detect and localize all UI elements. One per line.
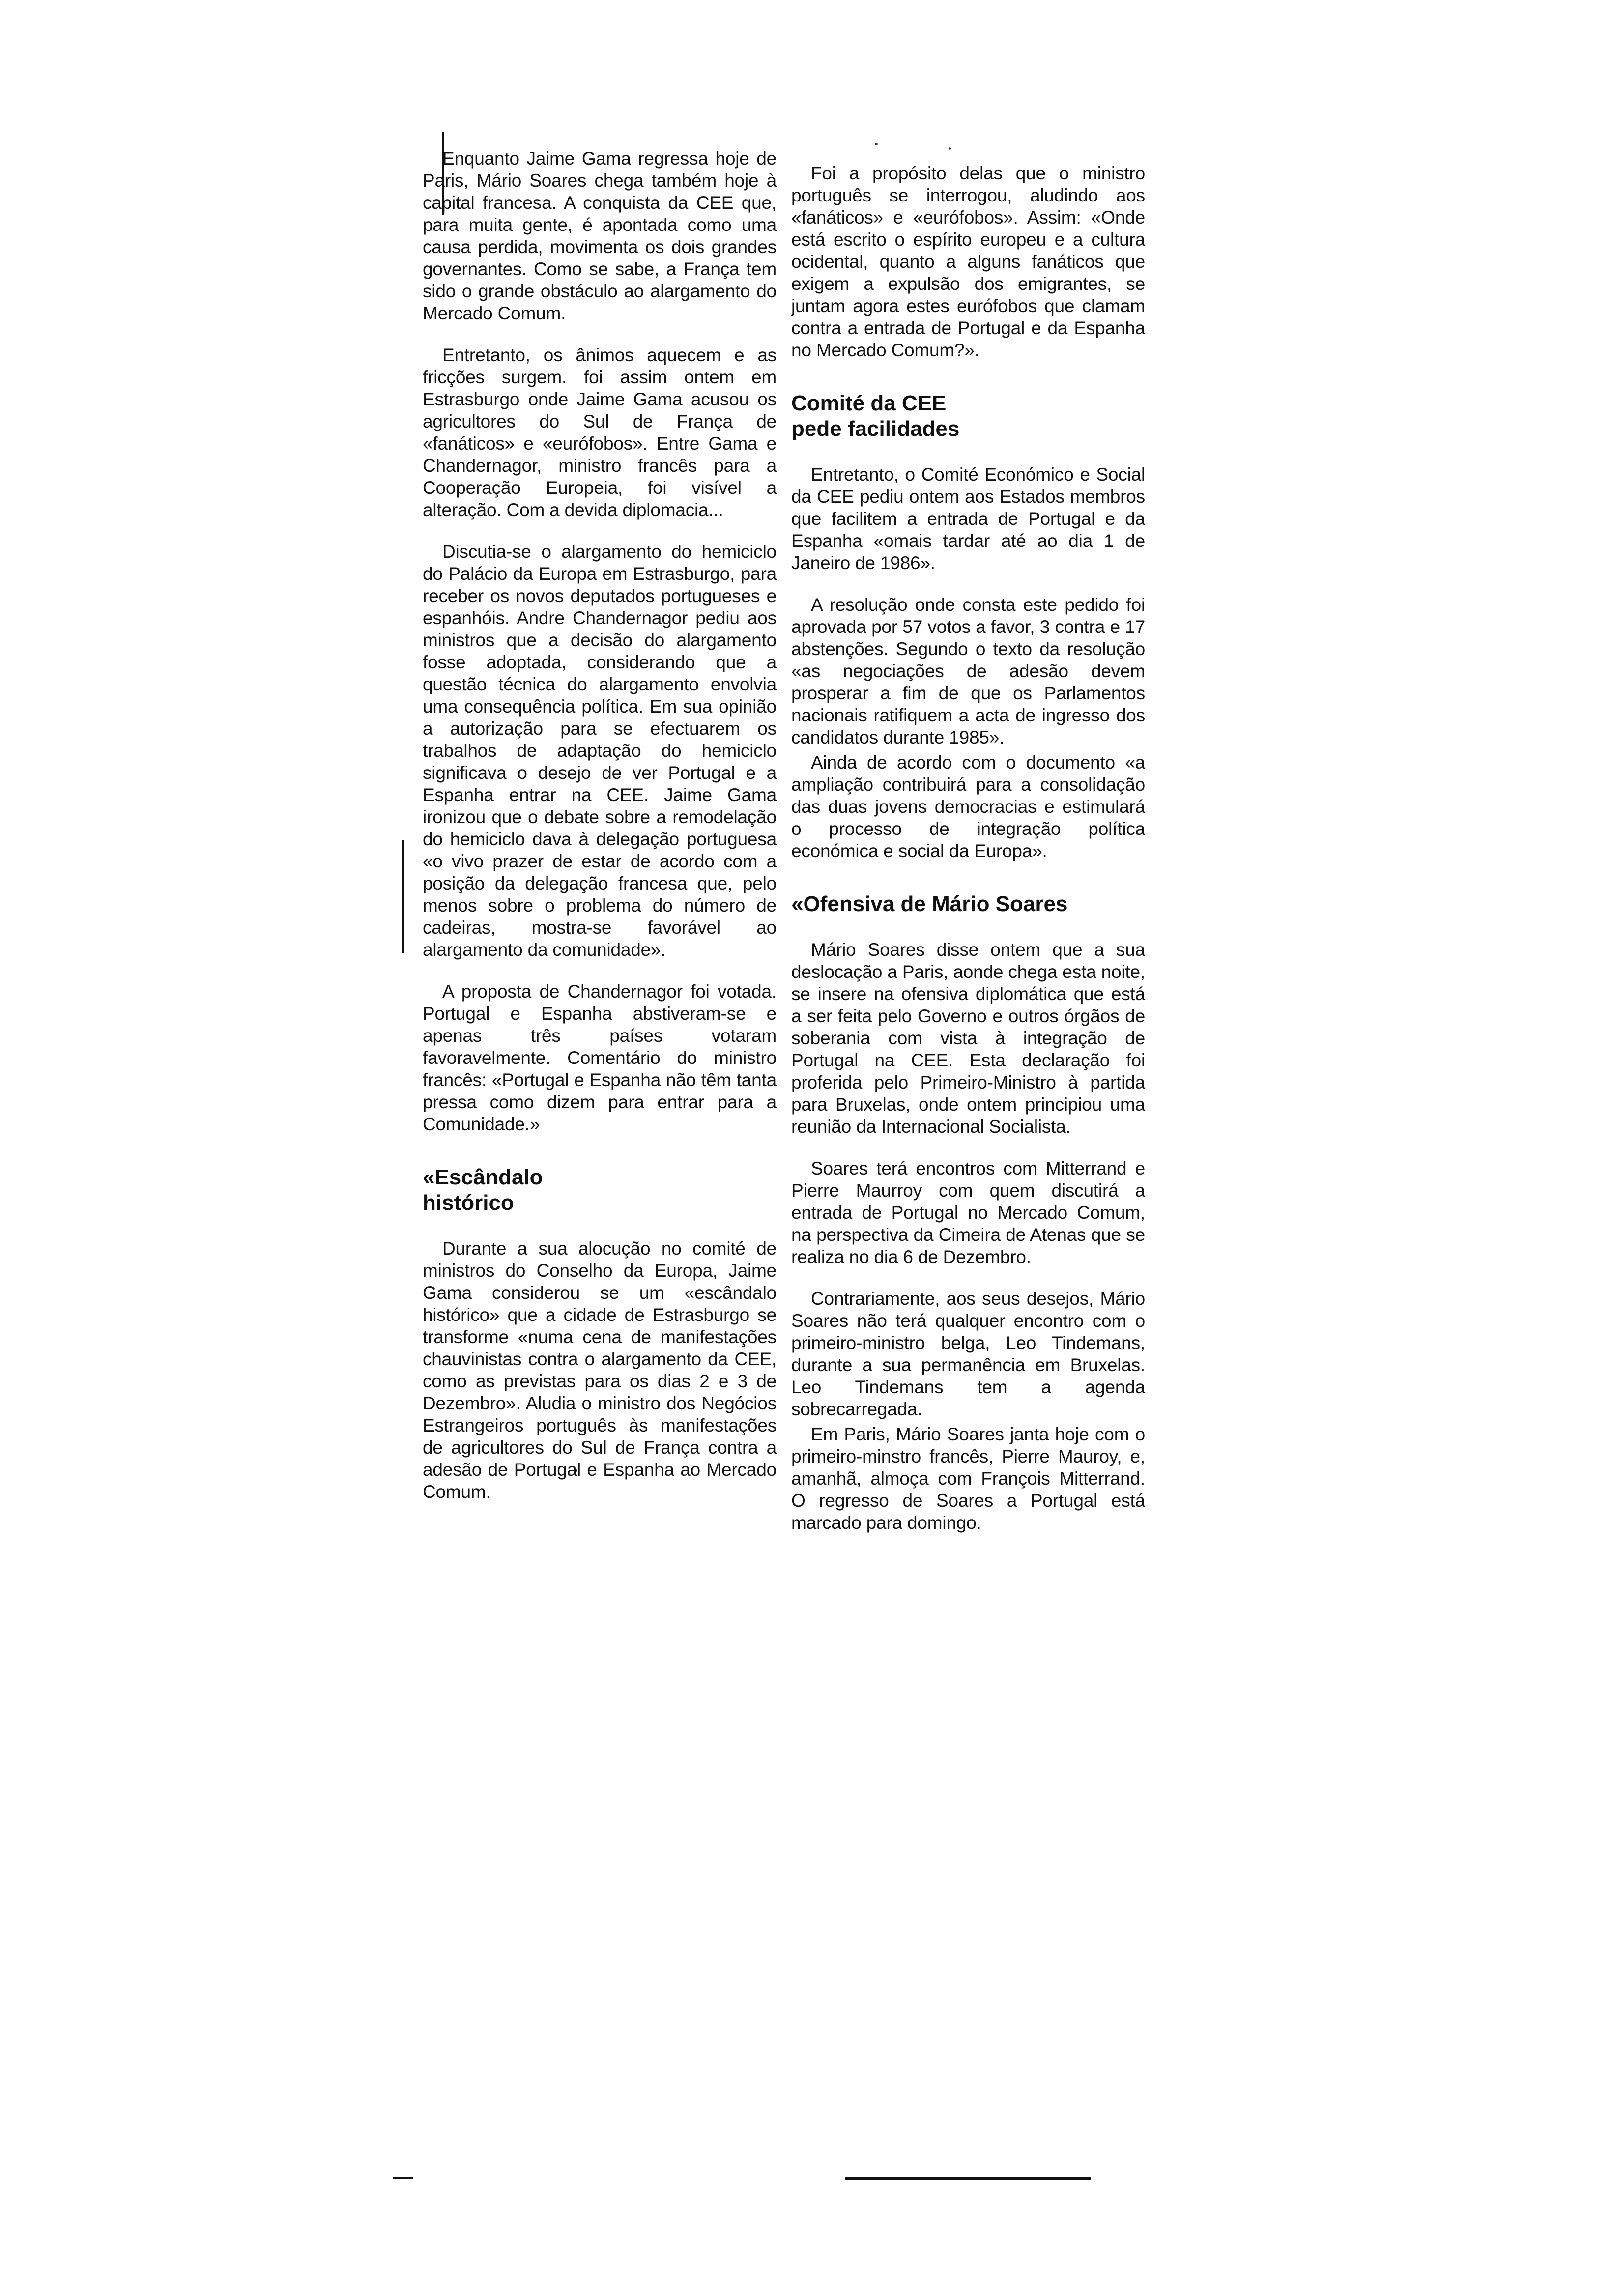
right-column bbox=[791, 162, 1145, 1553]
paragraph: Entretanto, o Comité Económico e Social da CEE pediu ontem aos Estados membros que facilitem a entrada de Portugal e da Espanha «omais tardar até ao dia 1 de Janeiro de 1986». bbox=[791, 464, 1145, 573]
paragraph: Entretanto, os ânimos aquecem e as fricções surgem. foi assim ontem em Estrasburgo onde Jaime Gama acusou os agricultores do Sul de França de «fanáticos» e «eurófobos». Entre Gama e Chandernagor, ministro francês para a Cooperação Europeia, foi visível a alteração. Com a devida diplomacia... bbox=[423, 345, 777, 520]
paragraph: Foi a propósito delas que o ministro português se interrogou, aludindo aos «fanáticos» e «eurófobos». Assim: «Onde está escrito o espírito europeu e a cultura ocidental, quanto a alguns fanáticos que exigem a expulsão dos emigrantes, se juntam agora estes eurófobos que clamam contra a entrada de Portugal e da Espanha no Mercado Comum?». bbox=[791, 163, 1145, 360]
paragraph: Contrariamente, aos seus desejos, Mário Soares não terá qualquer encontro com o primeiro-ministro belga, Leo Tindemans, durante a sua permanência em Bruxelas. Leo Tindemans tem a agenda sobrecarregada. bbox=[791, 1289, 1145, 1419]
subheading-comite: Comité da CEE pede facilidades bbox=[791, 391, 960, 441]
left-column bbox=[423, 147, 777, 1522]
paragraph: A proposta de Chandernagor foi votada. Portugal e Espanha abstiveram-se e apenas três países votaram favoravelmente. Comentário do ministro francês: «Portugal e Espanha não têm tanta pressa como dizem para entrar para a Comunidade.» bbox=[423, 981, 777, 1134]
paragraph: Discutia-se o alargamento do hemiciclo do Palácio da Europa em Estrasburgo, para receber os novos deputados portugueses e espanhóis. Andre Chandernagor pediu aos ministros que a decisão do alargamento fosse adoptada, considerando que a questão técnica do alargamento envolvia uma consequência política. Em sua opinião a autorização para se efectuarem os trabalhos de adaptação do hemiciclo significava o desejo de ver Portugal e a Espanha entrar na CEE. Jaime Gama ironizou que o debate sobre a remodelação do hemiciclo dava à delegação portuguesa «o vivo prazer de estar de acordo com a posição da delegação francesa que, pelo menos sobre o problema do número de cadeiras, mostra-se favorável ao alargamento da comunidade». bbox=[423, 542, 777, 960]
end-rule bbox=[845, 2177, 1091, 2180]
paragraph: Enquanto Jaime Gama regressa hoje de Paris, Mário Soares chega também hoje à capital francesa. A conquista da CEE que, para muita gente, é apontada como uma causa perdida, movimenta os dois grandes governantes. Como se sabe, a França tem sido o grande obstáculo ao alargamento do Mercado Comum. bbox=[423, 148, 777, 323]
paragraph: A resolução onde consta este pedido foi aprovada por 57 votos a favor, 3 contra e 17 abstenções. Segundo o texto da resolução «as negociações de adesão devem prosperar a fim de que os Parlamentos nacionais ratifiquem a acta de ingresso dos candidatos durante 1985». bbox=[791, 595, 1145, 747]
paragraph: Em Paris, Mário Soares janta hoje com o primeiro-minstro francês, Pierre Mauroy, e, amanhã, almoça com François Mitterrand. O regresso de Soares a Portugal está marcado para domingo. bbox=[791, 1424, 1145, 1533]
paragraph: Durante a sua alocução no comité de ministros do Conselho da Europa, Jaime Gama considerou se um «escândalo histórico» que a cidade de Estrasburgo se transforme «numa cena de manifestações chauvinistas contra o alargamento da CEE, como as previstas para os dias 2 e 3 de Dezembro». Aludia o ministro dos Negócios Estrangeiros português às manifestações de agricultores do Sul de França contra a adesão de Portugal e Espanha ao Mercado Comum. bbox=[423, 1238, 777, 1502]
paragraph: Ainda de acordo com o documento «a ampliação contribuirá para a consolidação das duas jovens democracias e estimulará o processo de integração política económica e social da Europa». bbox=[791, 752, 1145, 861]
scan-speck bbox=[949, 147, 951, 150]
paragraph: Soares terá encontros com Mitterrand e Pierre Maurroy com quem discutirá a entrada de Portugal no Mercado Comum, na perspectiva da Cimeira de Atenas que se realiza no dia 6 de Dezembro. bbox=[791, 1158, 1145, 1267]
scan-speck bbox=[875, 143, 878, 145]
subheading-escandalo: «Escândalo histórico bbox=[423, 1165, 543, 1215]
subheading-ofensiva: «Ofensiva de Mário Soares bbox=[791, 892, 1068, 916]
paragraph: Mário Soares disse ontem que a sua deslocação a Paris, aonde chega esta noite, se insere na ofensiva diplomática que está a ser feita pelo Governo e outros órgãos de soberania com vista à integração de Portugal na CEE. Esta declaração foi proferida pelo Primeiro-Ministro à partida para Bruxelas, onde ontem principiou uma reunião da Internacional Socialista. bbox=[791, 940, 1145, 1137]
corner-mark bbox=[393, 2177, 413, 2179]
margin-rule-bottom bbox=[402, 840, 404, 953]
